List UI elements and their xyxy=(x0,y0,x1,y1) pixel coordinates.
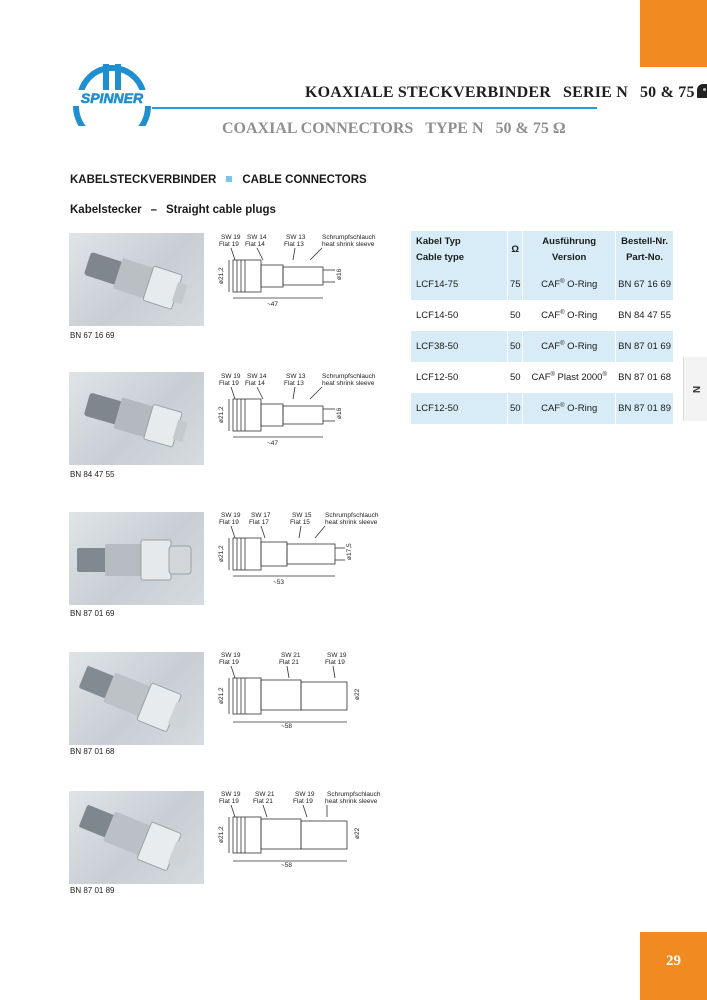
product-part-number: BN 67 16 69 xyxy=(70,331,115,340)
cell-cable: LCF14-75 xyxy=(411,269,508,300)
label-flat2: Flat 21 xyxy=(279,659,299,666)
label-shrink-en: heat shrink sleeve xyxy=(322,380,375,387)
label-length: ~58 xyxy=(281,862,293,869)
col-header-part xyxy=(616,231,673,269)
table-row xyxy=(411,300,673,331)
label-flat1: Flat 19 xyxy=(219,380,239,387)
section-heading xyxy=(70,174,367,186)
label-dia-right: ø17,5 xyxy=(346,543,353,560)
version-name: CAF xyxy=(541,341,561,353)
label-shrink-de: Schrumpfschlauch xyxy=(322,373,376,380)
label-flat3: Flat 13 xyxy=(284,380,304,387)
registered-mark: ® xyxy=(560,340,565,347)
col-header-version-en: Version xyxy=(552,252,587,263)
registered-mark: ® xyxy=(560,278,565,285)
square-bullet-icon xyxy=(226,176,232,182)
label-flat1: Flat 19 xyxy=(219,798,239,805)
cell-version xyxy=(523,269,616,300)
page-number: 29 xyxy=(666,952,681,969)
label-shrink-en: heat shrink sleeve xyxy=(322,241,375,248)
col-header-part-de: Bestell-Nr. xyxy=(621,236,669,247)
col-header-ohm: Ω xyxy=(508,231,523,269)
label-flat3: Flat 13 xyxy=(284,241,304,248)
table-row xyxy=(411,362,673,393)
version-name: CAF xyxy=(541,310,561,322)
cell-part: BN 87 01 69 xyxy=(616,331,673,362)
cell-version xyxy=(523,362,616,393)
label-flat1: Flat 19 xyxy=(219,519,239,526)
label-length: ~47 xyxy=(267,440,279,447)
cell-part: BN 87 01 68 xyxy=(616,362,673,393)
label-dia-right: ø16 xyxy=(336,407,343,419)
label-dia-left: ø21,2 xyxy=(218,826,225,843)
label-sw1: SW 19 xyxy=(221,373,241,380)
col-header-cable xyxy=(411,231,508,269)
cell-cable: LCF14-50 xyxy=(411,300,508,331)
label-flat2: Flat 17 xyxy=(249,519,269,526)
label-flat2: Flat 14 xyxy=(245,241,265,248)
product-part-number: BN 87 01 69 xyxy=(70,609,115,618)
label-flat2: Flat 14 xyxy=(245,380,265,387)
dimension-drawing xyxy=(215,510,390,592)
cell-cable: LCF12-50 xyxy=(411,393,508,424)
label-flat3: Flat 15 xyxy=(290,519,310,526)
cell-version xyxy=(523,300,616,331)
cell-version xyxy=(523,331,616,362)
label-flat3: Flat 19 xyxy=(325,659,345,666)
label-shrink-en: heat shrink sleeve xyxy=(325,519,378,526)
label-length: ~58 xyxy=(281,723,293,730)
label-dia-left: ø21,2 xyxy=(218,267,225,284)
label-sw1: SW 19 xyxy=(221,652,241,659)
registered-mark: ® xyxy=(560,309,565,316)
title-en-part2: TYPE N xyxy=(425,120,484,137)
label-length: ~47 xyxy=(267,301,279,308)
version-name: CAF xyxy=(531,372,551,384)
cell-part: BN 87 01 89 xyxy=(616,393,673,424)
cell-part: BN 84 47 55 xyxy=(616,300,673,331)
dimension-drawing xyxy=(215,789,390,871)
version-detail: O-Ring xyxy=(564,341,598,353)
label-length: ~53 xyxy=(273,579,285,586)
title-divider xyxy=(152,107,597,109)
title-de-part3: 50 & 75 xyxy=(639,84,695,101)
dimension-drawing xyxy=(215,371,390,453)
table-row xyxy=(411,269,673,300)
orange-corner-top xyxy=(640,0,707,67)
subsection-en: Straight cable plugs xyxy=(166,204,276,216)
col-header-part-en: Part-No. xyxy=(626,252,664,263)
logo-text: SPINNER xyxy=(80,90,144,106)
registered-mark: ® xyxy=(602,371,607,378)
label-sw2: SW 17 xyxy=(251,512,271,519)
title-en-part1: COAXIAL CONNECTORS xyxy=(222,120,414,137)
version-name: CAF xyxy=(541,403,561,415)
label-shrink-de: Schrumpfschlauch xyxy=(325,512,379,519)
label-shrink-de: Schrumpfschlauch xyxy=(327,791,381,798)
cell-ohm: 75 xyxy=(508,269,523,300)
version-detail: O-Ring xyxy=(564,310,598,322)
cell-version xyxy=(523,393,616,424)
product-part-number: BN 84 47 55 xyxy=(70,470,115,479)
product-part-number: BN 87 01 89 xyxy=(70,886,115,895)
label-flat2: Flat 21 xyxy=(253,798,273,805)
label-dia-left: ø21,2 xyxy=(218,687,225,704)
cell-part: BN 67 16 69 xyxy=(616,269,673,300)
label-sw2: SW 21 xyxy=(255,791,275,798)
label-sw2: SW 21 xyxy=(281,652,301,659)
cell-ohm: 50 xyxy=(508,362,523,393)
product-photo xyxy=(69,233,204,326)
table-row xyxy=(411,393,673,424)
cell-ohm: 50 xyxy=(508,331,523,362)
title-de-part2: SERIE N xyxy=(562,84,628,101)
side-tab-label: N xyxy=(689,385,701,393)
title-english xyxy=(222,120,566,138)
product-photo xyxy=(69,512,204,605)
title-en-part3: 50 & 75 Ω xyxy=(495,120,566,137)
label-flat1: Flat 19 xyxy=(219,659,239,666)
spinner-logo xyxy=(62,62,162,126)
registered-mark: ® xyxy=(550,371,555,378)
product-photo xyxy=(69,791,204,884)
col-header-cable-de: Kabel Typ xyxy=(416,236,461,247)
label-flat1: Flat 19 xyxy=(219,241,239,248)
section-side-tab[interactable] xyxy=(683,357,707,421)
label-sw3: SW 19 xyxy=(295,791,315,798)
label-dia-right: ø16 xyxy=(336,268,343,280)
product-photo xyxy=(69,372,204,465)
label-dia-right: ø22 xyxy=(354,827,361,839)
registered-mark: ® xyxy=(560,402,565,409)
label-sw1: SW 19 xyxy=(221,512,241,519)
label-sw3: SW 13 xyxy=(286,234,306,241)
col-header-version-de: Ausführung xyxy=(542,236,597,247)
version-detail: O-Ring xyxy=(564,279,598,291)
version-detail: O-Ring xyxy=(564,403,598,415)
subsection-dash: – xyxy=(150,204,158,216)
col-header-cable-en: Cable type xyxy=(416,252,465,263)
product-table xyxy=(411,231,673,424)
label-sw3: SW 15 xyxy=(292,512,312,519)
product-part-number: BN 87 01 68 xyxy=(70,747,115,756)
label-sw1: SW 19 xyxy=(221,234,241,241)
cell-cable: LCF12-50 xyxy=(411,362,508,393)
subsection-de: Kabelstecker xyxy=(70,204,142,216)
version-name: CAF xyxy=(541,279,561,291)
product-photo xyxy=(69,652,204,745)
label-flat3: Flat 19 xyxy=(293,798,313,805)
cell-ohm: 50 xyxy=(508,300,523,331)
col-header-version xyxy=(523,231,616,269)
section-heading-en: CABLE CONNECTORS xyxy=(242,174,367,186)
label-dia-left: ø21,2 xyxy=(218,406,225,423)
lock-icon xyxy=(697,84,707,98)
table-row xyxy=(411,331,673,362)
label-sw2: SW 14 xyxy=(247,373,267,380)
label-sw3: SW 19 xyxy=(327,652,347,659)
label-shrink-en: heat shrink sleeve xyxy=(325,798,378,805)
section-heading-de: KABELSTECKVERBINDER xyxy=(70,174,217,186)
label-sw2: SW 14 xyxy=(247,234,267,241)
cell-ohm: 50 xyxy=(508,393,523,424)
dimension-drawing xyxy=(215,232,390,314)
label-shrink-de: Schrumpfschlauch xyxy=(322,234,376,241)
version-detail: Plast 2000 xyxy=(554,372,603,384)
label-sw3: SW 13 xyxy=(286,373,306,380)
subsection-heading xyxy=(70,204,276,216)
label-sw1: SW 19 xyxy=(221,791,241,798)
table-header-row xyxy=(411,231,673,269)
title-german xyxy=(305,84,707,102)
cell-cable: LCF38-50 xyxy=(411,331,508,362)
label-dia-left: ø21,2 xyxy=(218,545,225,562)
dimension-drawing xyxy=(215,650,390,732)
title-de-part1: KOAXIALE STECKVERBINDER xyxy=(305,84,551,101)
label-dia-right: ø22 xyxy=(354,688,361,700)
